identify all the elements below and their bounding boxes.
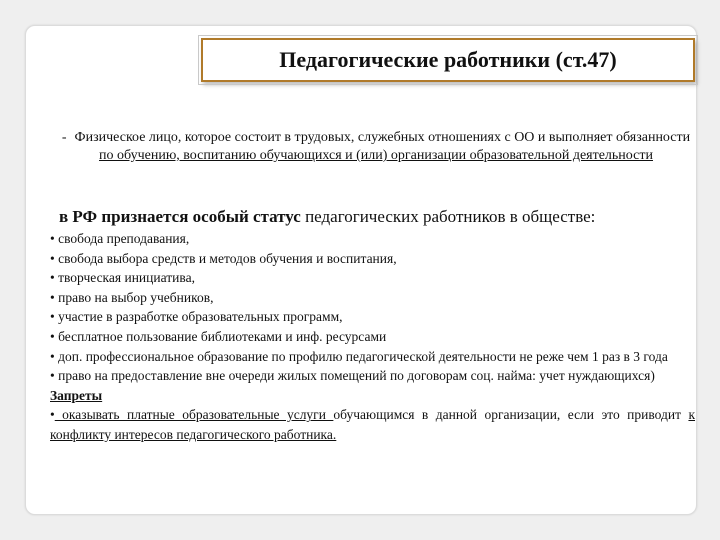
slide-title bbox=[201, 38, 695, 82]
list-item: • творческая инициатива, bbox=[50, 270, 195, 286]
status-heading bbox=[59, 206, 699, 228]
list-item: • доп. профессиональное образование по профилю педагогической деятельности не реже чем 1 раз в 3 года bbox=[50, 348, 668, 364]
definition-dash: - bbox=[61, 130, 67, 145]
slide bbox=[25, 25, 697, 515]
list-item: • право на предоставление вне очереди жилых помещений по договорам соц. найма: учет нуждающихся) bbox=[50, 368, 655, 384]
slide-title-text: Педагогические работники (ст.47) bbox=[279, 47, 617, 72]
list-item: • бесплатное пользование библиотеками и инф. ресурсами bbox=[50, 328, 387, 344]
bans-item bbox=[50, 405, 695, 444]
status-rest: педагогических работников в обществе: bbox=[300, 207, 596, 226]
list-item: • свобода выбора средств и методов обучения и воспитания, bbox=[50, 250, 397, 266]
bans-middle: обучающимся в данной организации, если это приводит bbox=[333, 407, 689, 423]
bans-underlined-2: к конфликту интересов педагогического работника. bbox=[50, 407, 696, 442]
definition-paragraph bbox=[61, 129, 691, 165]
bans-underlined-1: оказывать платные образовательные услуги bbox=[54, 407, 334, 423]
list-item: • свобода преподавания, bbox=[50, 231, 190, 246]
bans-bullet: • bbox=[50, 407, 55, 423]
rights-list bbox=[50, 229, 695, 445]
list-item: • участие в разработке образовательных программ, bbox=[50, 309, 343, 325]
status-bold: в РФ признается особый статус bbox=[59, 207, 301, 226]
bans-title: Запреты bbox=[50, 387, 103, 403]
definition-underlined: по обучению, воспитанию обучающихся и (или) организации образовательной деятельности bbox=[99, 148, 653, 163]
list-item: • право на выбор учебников, bbox=[50, 289, 214, 305]
definition-text: Физическое лицо, которое состоит в трудовых, служебных отношениях с ОО и выполняет обязанности bbox=[74, 130, 691, 145]
